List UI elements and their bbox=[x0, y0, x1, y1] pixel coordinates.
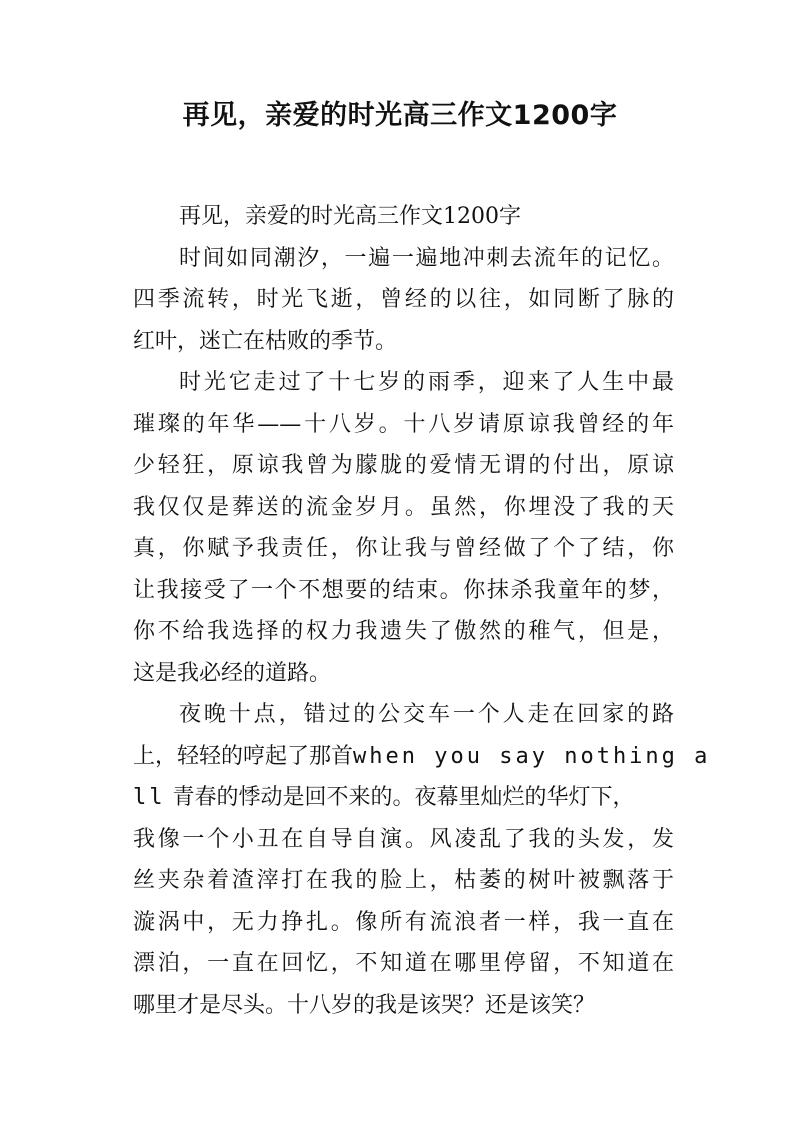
paragraph-3-line-4: 我像一个小丑在自导自演。风凌乱了我的头发，发 bbox=[133, 826, 674, 852]
paragraph-3-line-7: 漂泊，一直在回忆，不知道在哪里停留，不知道在 bbox=[133, 951, 674, 976]
paragraph-3-line-2-text: 上，轻轻的哼起了那首 bbox=[133, 743, 354, 769]
paragraph-2-line-7: 你不给我选择的权力我遗失了傲然的稚气，但是， bbox=[133, 619, 674, 644]
paragraph-1-line-1: 时间如同潮汐，一遍一遍地冲刺去流年的记忆。 bbox=[179, 245, 674, 271]
essay-subtitle-line: 再见，亲爱的时光高三作文1200字 bbox=[179, 204, 521, 229]
paragraph-2-line-3: 少轻狂，原谅我曾为朦胧的爱情无谓的付出，原谅 bbox=[133, 453, 674, 478]
song-title-part-1: when you say nothing a bbox=[353, 743, 711, 769]
paragraph-3-line-1: 夜晚十点，错过的公交车一个人走在回家的路 bbox=[179, 702, 674, 727]
document-body bbox=[133, 196, 711, 1026]
paragraph-1-line-3: 红叶，迷亡在枯败的季节。 bbox=[133, 328, 398, 354]
paragraph-2-line-1: 时光它走过了十七岁的雨季，迎来了人生中最 bbox=[179, 370, 674, 395]
document-title: 再见，亲爱的时光高三作文1200字 bbox=[182, 100, 618, 131]
paragraph-3-line-6: 漩涡中，无力挣扎。像所有流浪者一样，我一直在 bbox=[133, 909, 674, 935]
paragraph-3-line-3-text: 青春的悸动是回不来的。夜幕里灿烂的华灯下， bbox=[172, 785, 635, 810]
paragraph-2-line-5: 真，你赋予我责任，你让我与曾经做了个了结，你 bbox=[133, 536, 674, 561]
paragraph-3-line-8: 哪里才是尽头。十八岁的我是该哭？还是该笑？ bbox=[133, 992, 596, 1018]
paragraph-1-line-2: 四季流转，时光飞逝，曾经的以往，如同断了脉的 bbox=[133, 287, 674, 312]
paragraph-3-line-2 bbox=[133, 736, 711, 778]
paragraph-2-line-4: 我仅仅是葬送的流金岁月。虽然，你埋没了我的天 bbox=[133, 494, 674, 520]
paragraph-3-line-3 bbox=[133, 777, 674, 819]
paragraph-3-line-5: 丝夹杂着渣滓打在我的脸上，枯萎的树叶被飘落于 bbox=[133, 868, 674, 893]
paragraph-2-line-8: 这是我必经的道路。 bbox=[133, 660, 332, 686]
song-title-part-2: ll bbox=[133, 785, 166, 810]
paragraph-2-line-6: 让我接受了一个不想要的结束。你抹杀我童年的梦， bbox=[133, 577, 674, 603]
paragraph-2-line-2: 璀璨的年华——十八岁。十八岁请原谅我曾经的年 bbox=[133, 411, 674, 437]
